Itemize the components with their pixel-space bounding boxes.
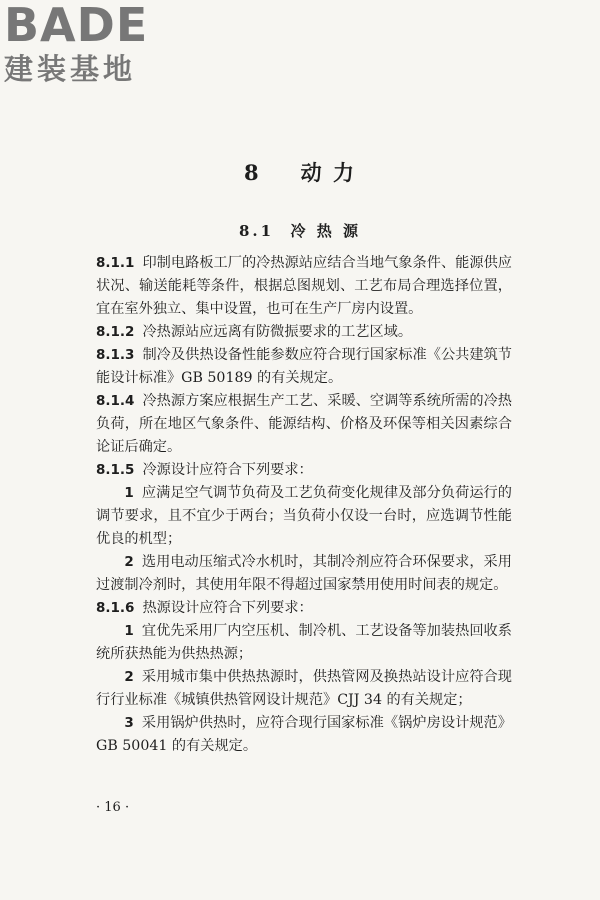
clause-item <box>96 666 512 712</box>
clause-item <box>96 551 512 597</box>
item-text: 宜优先采用厂内空压机、制冷机、工艺设备等加装热回收系统所获热能为供热热源； <box>96 623 512 662</box>
section-title <box>0 220 600 241</box>
logo-mark: BADE <box>4 0 149 52</box>
chapter-title <box>0 157 600 187</box>
clause-text: 制冷及供热设备性能参数应符合现行国家标准《公共建筑节能设计标准》GB 50189 的有关规定。 <box>96 347 512 386</box>
clause-list <box>96 252 512 758</box>
clause-text: 冷热源方案应根据生产工艺、采暖、空调等系统所需的冷热负荷，所在地区气象条件、能源结构、价格及环保等相关因素综合论证后确定。 <box>96 393 512 455</box>
clause-number: 8.1.2 <box>96 324 135 340</box>
section-number: 8.1 <box>238 222 275 240</box>
clause-8-1-5 <box>96 459 512 482</box>
clause-text: 冷源设计应符合下列要求： <box>142 462 313 478</box>
item-text: 应满足空气调节负荷及工艺负荷变化规律及部分负荷运行的调节要求，且不宜少于两台；当负荷小仅设一台时，应选调节性能优良的机型； <box>96 485 512 547</box>
clause-number: 8.1.3 <box>96 347 135 363</box>
clause-number: 8.1.1 <box>96 255 135 271</box>
clause-item <box>96 620 512 666</box>
chapter-number: 8 <box>244 160 261 185</box>
item-number: 1 <box>124 485 134 501</box>
clause-number: 8.1.4 <box>96 393 135 409</box>
clause-8-1-6 <box>96 597 512 620</box>
item-number: 2 <box>124 669 134 685</box>
page-number: · 16 · <box>96 800 130 815</box>
clause-8-1-3 <box>96 344 512 390</box>
clause-text: 热源设计应符合下列要求： <box>142 600 313 616</box>
clause-item <box>96 712 512 758</box>
item-number: 1 <box>124 623 134 639</box>
chapter-heading: 动 力 <box>300 160 356 185</box>
clause-8-1-2 <box>96 321 512 344</box>
clause-item <box>96 482 512 551</box>
logo-subtitle: 建装基地 <box>4 52 137 86</box>
clause-number: 8.1.6 <box>96 600 135 616</box>
clause-8-1-1 <box>96 252 512 321</box>
item-text: 采用城市集中供热热源时，供热管网及换热站设计应符合现行行业标准《城镇供热管网设计规范》CJJ 34 的有关规定； <box>96 669 512 708</box>
item-number: 2 <box>124 554 134 570</box>
clause-text: 冷热源站应远离有防微振要求的工艺区域。 <box>142 324 413 340</box>
clause-8-1-4 <box>96 390 512 459</box>
section-heading: 冷 热 源 <box>290 222 361 240</box>
item-text: 采用锅炉供热时，应符合现行国家标准《锅炉房设计规范》GB 50041 的有关规定。 <box>96 715 512 754</box>
item-text: 选用电动压缩式冷水机时，其制冷剂应符合环保要求，采用过渡制冷剂时，其使用年限不得超过国家禁用使用时间表的规定。 <box>96 554 512 593</box>
clause-number: 8.1.5 <box>96 462 135 478</box>
bade-logo <box>4 0 148 86</box>
clause-text: 印制电路板工厂的冷热源站应结合当地气象条件、能源供应状况、输送能耗等条件，根据总图规划、工艺布局合理选择位置，宜在室外独立、集中设置，也可在生产厂房内设置。 <box>96 255 512 317</box>
item-number: 3 <box>124 715 134 731</box>
